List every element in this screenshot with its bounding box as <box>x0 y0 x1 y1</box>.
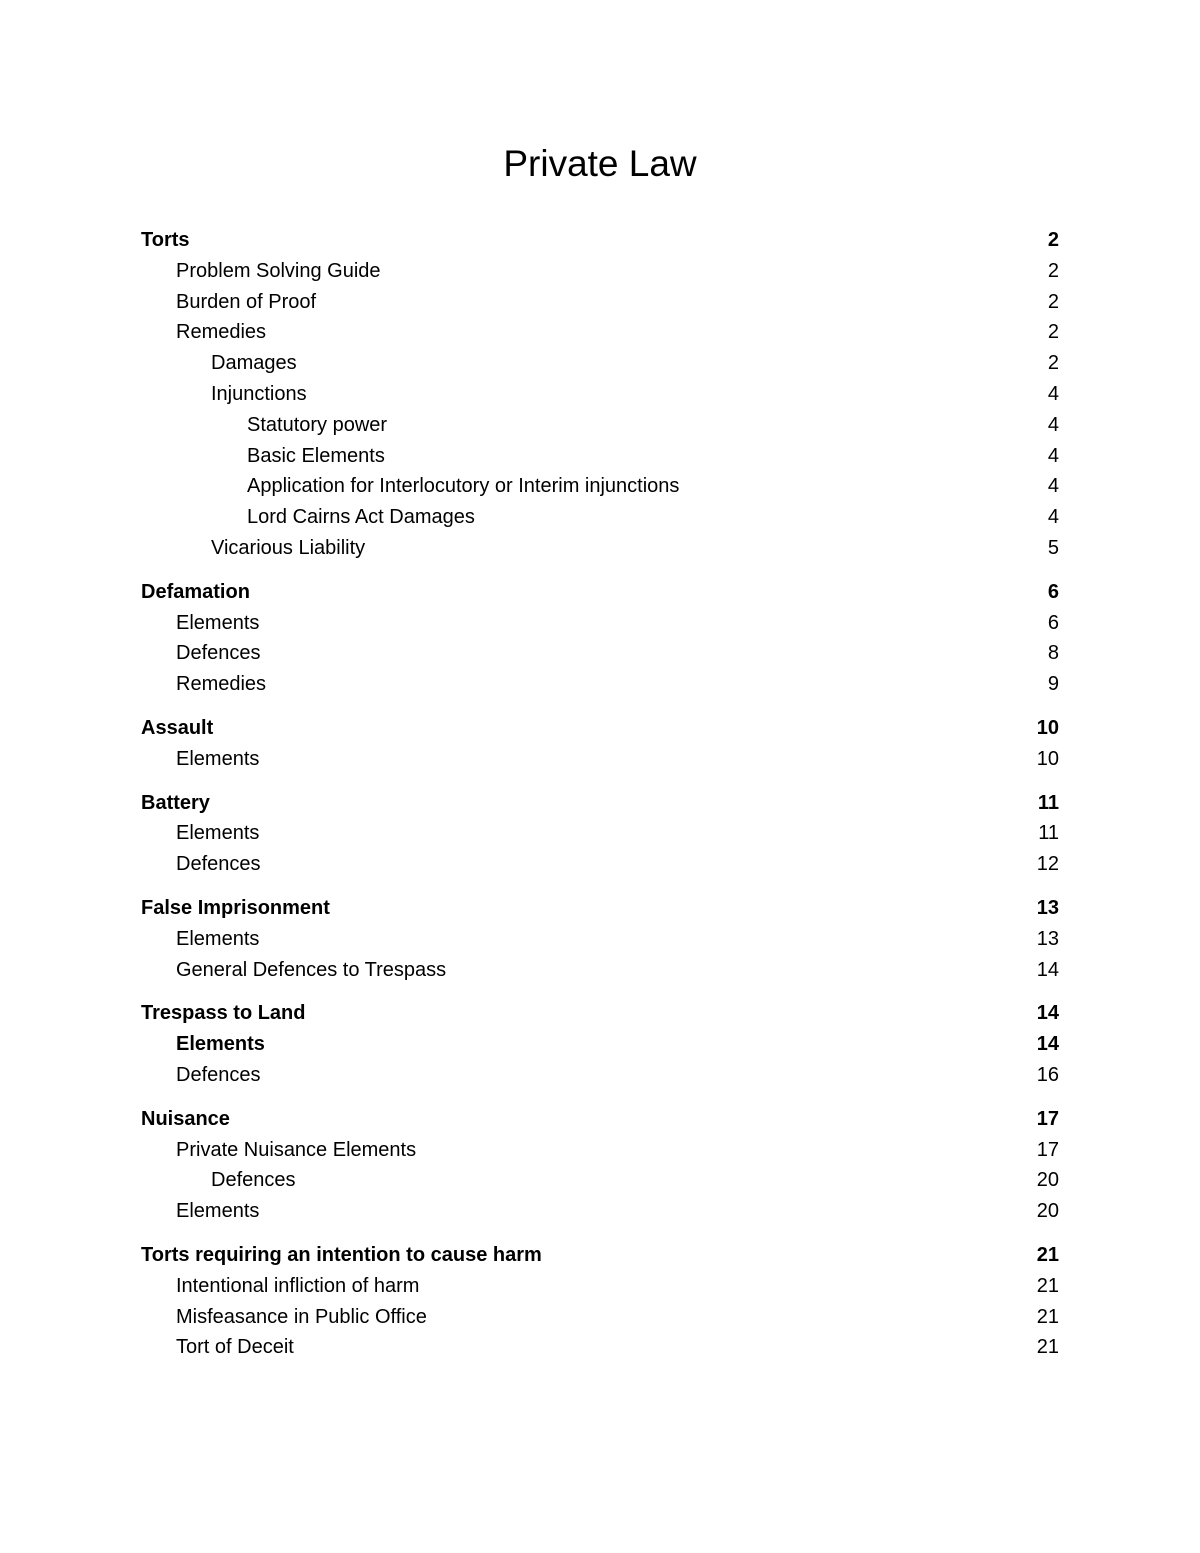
toc-entry-label: Defences <box>176 1063 261 1086</box>
toc-entry-page-number: 4 <box>1047 382 1059 405</box>
toc-entry-label: Private Nuisance Elements <box>176 1138 417 1161</box>
toc-section-entry[interactable] <box>141 1240 1059 1271</box>
toc-entry-page-number: 10 <box>1036 716 1059 739</box>
toc-entry[interactable] <box>141 638 1059 669</box>
toc-entry-label: Elements <box>176 1200 260 1223</box>
toc-entry-page-number: 4 <box>1047 475 1059 498</box>
toc-entry-page-number: 4 <box>1047 506 1059 529</box>
toc-entry[interactable] <box>141 410 1059 441</box>
toc-entry-page-number: 2 <box>1047 229 1059 251</box>
toc-entry-page-number: 14 <box>1036 1002 1059 1025</box>
table-of-contents <box>141 225 1059 1363</box>
toc-entry-label: Trespass to Land <box>141 1002 306 1025</box>
toc-entry-page-number: 16 <box>1036 1063 1059 1086</box>
toc-entry-page-number: 11 <box>1038 822 1059 845</box>
toc-section-entry[interactable] <box>141 225 1059 256</box>
toc-section-entry[interactable] <box>141 577 1059 608</box>
toc-entry[interactable] <box>141 924 1059 955</box>
toc-entry[interactable] <box>141 317 1059 348</box>
toc-entry-label: Defences <box>211 1169 296 1192</box>
toc-entry-label: General Defences to Trespass <box>176 958 447 981</box>
toc-entry[interactable] <box>141 379 1059 410</box>
toc-section-entry[interactable] <box>141 998 1059 1029</box>
toc-entry-page-number: 17 <box>1036 1138 1059 1161</box>
toc-entry-label: Application for Interlocutory or Interim injunctions <box>247 475 680 498</box>
toc-entry[interactable] <box>141 1271 1059 1302</box>
toc-entry-page-number: 9 <box>1047 673 1059 696</box>
toc-entry-page-number: 13 <box>1036 927 1059 950</box>
toc-entry[interactable] <box>141 1029 1059 1060</box>
toc-entry-label: Elements <box>176 927 260 950</box>
toc-entry-page-number: 21 <box>1036 1336 1059 1359</box>
toc-entry[interactable] <box>141 849 1059 880</box>
toc-entry[interactable] <box>141 256 1059 287</box>
toc-entry-page-number: 2 <box>1047 321 1059 344</box>
toc-entry-label: Basic Elements <box>247 444 385 467</box>
toc-entry-page-number: 13 <box>1036 896 1059 919</box>
toc-entry[interactable] <box>141 1332 1059 1363</box>
toc-entry-page-number: 2 <box>1047 352 1059 375</box>
toc-entry-page-number: 8 <box>1047 642 1059 665</box>
toc-entry-label: Torts <box>141 229 190 251</box>
toc-entry-page-number: 4 <box>1047 444 1059 467</box>
toc-entry[interactable] <box>141 533 1059 564</box>
toc-entry-label: Vicarious Liability <box>211 536 366 559</box>
toc-entry-label: Problem Solving Guide <box>176 259 381 282</box>
toc-entry-page-number: 14 <box>1036 1033 1059 1056</box>
toc-entry-label: Defences <box>176 642 261 665</box>
toc-entry[interactable] <box>141 287 1059 318</box>
toc-entry[interactable] <box>141 1165 1059 1196</box>
toc-entry-page-number: 20 <box>1036 1200 1059 1223</box>
toc-entry-label: Assault <box>141 716 214 739</box>
toc-entry-page-number: 6 <box>1047 611 1059 634</box>
toc-entry[interactable] <box>141 348 1059 379</box>
toc-entry[interactable] <box>141 669 1059 700</box>
toc-entry-label: Lord Cairns Act Damages <box>247 506 475 529</box>
toc-entry[interactable] <box>141 818 1059 849</box>
toc-entry-label: Battery <box>141 791 210 814</box>
toc-entry-label: Nuisance <box>141 1107 230 1130</box>
toc-section-entry[interactable] <box>141 788 1059 819</box>
toc-entry[interactable] <box>141 441 1059 472</box>
toc-entry[interactable] <box>141 1302 1059 1333</box>
toc-entry-label: Burden of Proof <box>176 290 317 313</box>
toc-entry-label: Remedies <box>176 321 267 344</box>
toc-entry[interactable] <box>141 1196 1059 1227</box>
toc-entry-label: Injunctions <box>211 382 307 405</box>
toc-entry-label: Elements <box>176 747 260 770</box>
toc-entry-label: Statutory power <box>247 413 388 436</box>
page-title: Private Law <box>503 143 697 184</box>
toc-entry[interactable] <box>141 1135 1059 1166</box>
toc-entry-page-number: 17 <box>1036 1107 1059 1130</box>
toc-entry-page-number: 20 <box>1036 1169 1059 1192</box>
toc-entry-page-number: 2 <box>1047 259 1059 282</box>
toc-entry-page-number: 21 <box>1036 1243 1059 1266</box>
toc-entry-label: Tort of Deceit <box>176 1336 294 1359</box>
toc-entry-label: Intentional infliction of harm <box>176 1274 420 1297</box>
toc-entry-label: Remedies <box>176 673 267 696</box>
toc-entry-page-number: 12 <box>1036 853 1059 876</box>
toc-entry-label: Defamation <box>141 580 250 603</box>
toc-entry-page-number: 21 <box>1036 1305 1059 1328</box>
toc-entry-label: Elements <box>176 1033 265 1056</box>
toc-entry[interactable] <box>141 471 1059 502</box>
toc-entry[interactable] <box>141 608 1059 639</box>
toc-entry[interactable] <box>141 744 1059 775</box>
toc-entry-label: Elements <box>176 611 260 634</box>
toc-entry-page-number: 5 <box>1047 536 1059 559</box>
toc-entry-label: Elements <box>176 822 260 845</box>
toc-entry-page-number: 2 <box>1047 290 1059 313</box>
toc-entry-page-number: 11 <box>1037 791 1059 814</box>
toc-entry-label: False Imprisonment <box>141 896 330 919</box>
toc-entry[interactable] <box>141 955 1059 986</box>
toc-entry-page-number: 6 <box>1047 580 1059 603</box>
toc-section-entry[interactable] <box>141 713 1059 744</box>
toc-section-entry[interactable] <box>141 1104 1059 1135</box>
toc-entry-page-number: 10 <box>1036 747 1059 770</box>
toc-entry-label: Torts requiring an intention to cause harm <box>141 1243 542 1266</box>
toc-entry-page-number: 21 <box>1036 1274 1059 1297</box>
toc-entry-page-number: 4 <box>1047 413 1059 436</box>
toc-entry-label: Misfeasance in Public Office <box>176 1305 427 1328</box>
toc-entry-page-number: 14 <box>1036 958 1059 981</box>
toc-entry[interactable] <box>141 502 1059 533</box>
toc-entry[interactable] <box>141 1060 1059 1091</box>
toc-entry-label: Defences <box>176 853 261 876</box>
toc-section-entry[interactable] <box>141 893 1059 924</box>
toc-entry-label: Damages <box>211 352 297 375</box>
